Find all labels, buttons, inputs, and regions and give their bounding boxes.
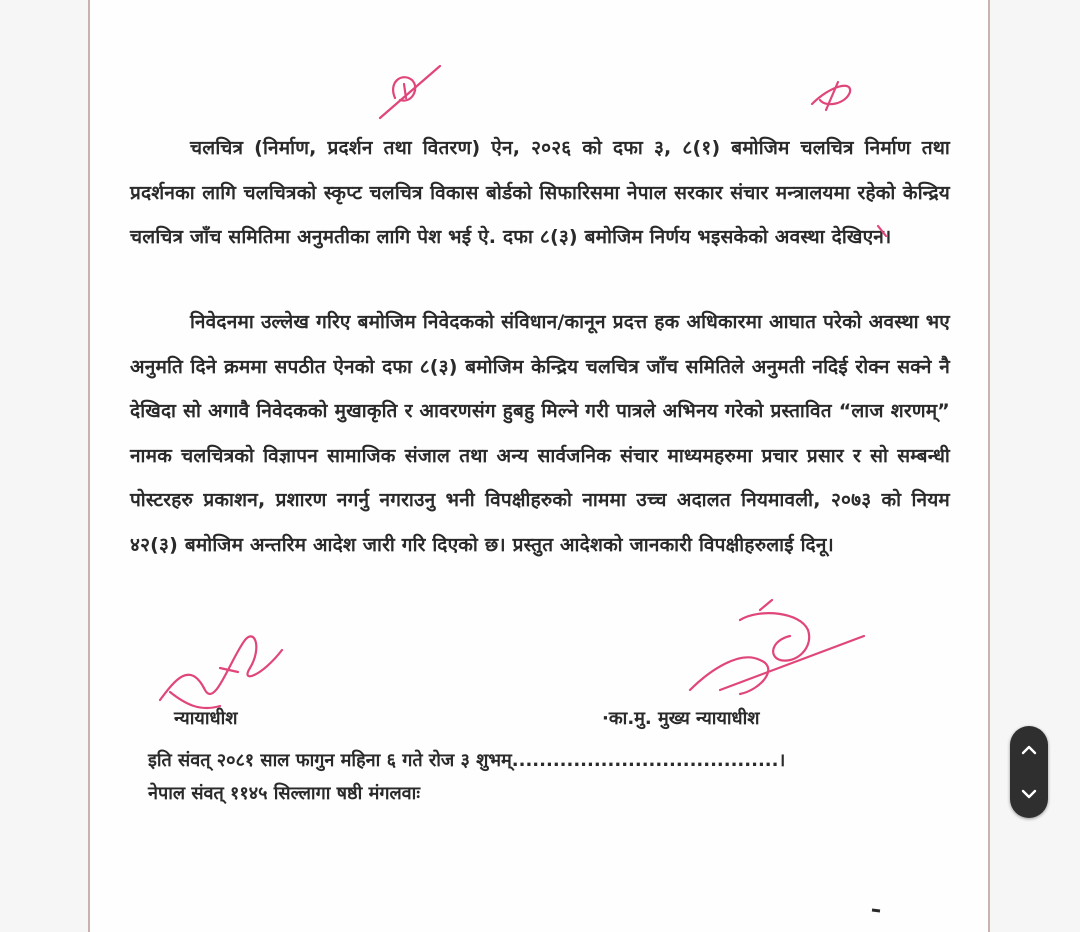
- annotation-mark-1: [380, 66, 440, 118]
- judge-signature: [160, 636, 282, 708]
- chief-justice-signature: [690, 600, 864, 694]
- annotation-mark-2: [812, 82, 850, 110]
- next-page-button[interactable]: [1010, 779, 1048, 809]
- chevron-up-icon: [1020, 744, 1038, 756]
- stray-mark: [872, 910, 880, 911]
- date-line: इति संवत् २०८१ साल फागुन महिना ६ गते रोज ३ शुभम्.......................................।: [148, 750, 786, 771]
- previous-page-button[interactable]: [1010, 735, 1048, 765]
- page-navigation: [1010, 726, 1048, 818]
- nepal-samvat-line: नेपाल संवत् ११४५ सिल्लागा षष्ठी मंगलवाः: [148, 783, 420, 804]
- paragraph-1: चलचित्र (निर्माण, प्रदर्शन तथा वितरण) ऐन, २०२६ को दफा ३, ८(१) बमोजिम चलचित्र निर्माण तथा प्रदर्शनका लागि चलचित्रको स्कृप्ट चलचित्र विकास बोर्डको सिफारिसमा नेपाल सरकार संचार मन्त्रालयमा रहेको केन्द्रिय चलचित्र जाँच समितिमा अनुमतीका लागि पेश भई ऐ. दफा ८(३) बमोजिम निर्णय भइसकेको अवस्था देखिएन।: [130, 137, 950, 248]
- annotation-mark-3: [878, 226, 886, 236]
- judge-label: न्यायाधीश: [174, 708, 238, 729]
- paragraph-2: निवेदनमा उल्लेख गरिए बमोजिम निवेदकको संविधान/कानून प्रदत्त हक अधिकारमा आघात परेको अवस्था भए अनुमति दिने क्रममा सपठीत ऐनको दफा ८(३) बमोजिम केन्द्रिय चलचित्र जाँच समितिले अनुमती नदिई रोक्न सक्ने नै देखिदा सो अगावै निवेदकको मुखाकृति र आवरणसंग हुबहु मिल्ने गरी पात्रले अभिनय गरेको प्रस्तावित “लाज शरणम्” नामक चलचित्रको विज्ञापन सामाजिक संजाल तथा अन्य सार्वजनिक संचार माध्यमहरुमा प्रचार प्रसार र सो सम्बन्धी पोस्टरहरु प्रकाशन, प्रशारण नगर्नु नगराउनु भनी विपक्षीहरुको नाममा उच्च अदालत नियमावली, २०७३ को नियम ४२(३) बमोजिम अन्तरिम आदेश जारी गरि दिएको छ। प्रस्तुत आदेशको जानकारी विपक्षीहरुलाई दिनू।: [130, 311, 950, 556]
- chevron-down-icon: [1020, 788, 1038, 800]
- chief-justice-label: ·का.मु. मुख्य न्यायाधीश: [602, 708, 760, 729]
